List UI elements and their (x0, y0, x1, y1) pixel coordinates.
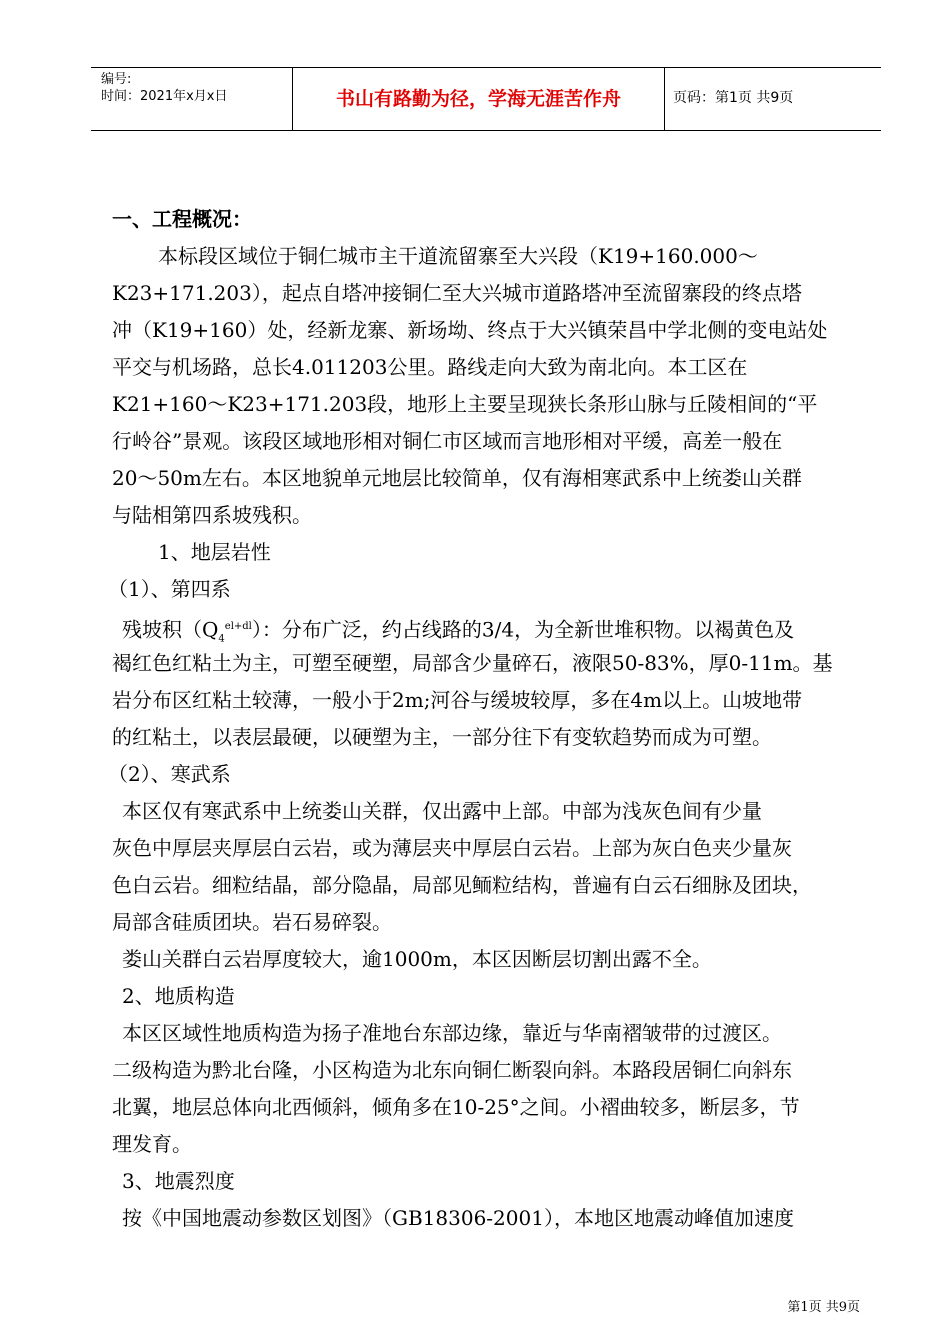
paragraph-line: 按《中国地震动参数区划图》（GB18306-2001），本地区地震动峰值加速度 (122, 1206, 794, 1230)
symbol-subscript: 4 (218, 633, 225, 645)
paragraph-line: 理发育。 (112, 1132, 192, 1156)
paragraph-line: 与陆相第四系坡残积。 (112, 503, 312, 527)
paragraph-line: K21+160～K23+171.203段，地形上主要呈现狭长条形山脉与丘陵相间的“平 (112, 392, 818, 416)
subsection-heading: （1）、第四系 (108, 577, 231, 601)
paragraph-line: 的红粘土，以表层最硬，以硬塑为主，一部分往下有变软趋势而成为可塑。 (112, 725, 772, 749)
paragraph-prefix: 残坡积（Q (122, 617, 219, 642)
subsection-heading: （2）、寒武系 (108, 762, 231, 786)
header-page-cell (665, 68, 881, 130)
subsection-heading: 1、地层岩性 (158, 540, 271, 564)
paragraph-line: 北翼，地层总体向北西倾斜，倾角多在10-25°之间。小褶曲较多，断层多，节 (112, 1095, 800, 1119)
paragraph-line: 本标段区域位于铜仁城市主干道流留寨至大兴段（K19+160.000～ (158, 244, 758, 268)
doc-date-label: 时间：2021年x月x日 (101, 89, 228, 104)
document-body (108, 201, 882, 1237)
paragraph-line: 娄山关群白云岩厚度较大，逾1000m，本区因断层切割出露不全。 (122, 947, 712, 971)
subsection-heading: 2、地质构造 (122, 984, 235, 1008)
header-meta-cell (91, 68, 293, 130)
paragraph-line: 本区区域性地质构造为扬子准地台东部边缘，靠近与华南褶皱带的过渡区。 (122, 1021, 782, 1045)
paragraph-line: 灰色中厚层夹厚层白云岩，或为薄层夹中厚层白云岩。上部为灰白色夹少量灰 (112, 836, 792, 860)
header-page-label: 页码：第1页 共9页 (673, 90, 794, 106)
section-title: 一、工程概况： (112, 207, 252, 231)
paragraph-line: 平交与机场路，总长4.011203公里。路线走向大致为南北向。本工区在 (112, 355, 748, 379)
paragraph-line-with-symbol (112, 608, 882, 645)
subsection-heading: 3、地震烈度 (122, 1169, 235, 1193)
paragraph-line: 冲（K19+160）处，经新龙寨、新场坳、终点于大兴镇荣昌中学北侧的变电站处 (112, 318, 828, 342)
header-motto: 书山有路勤为径，学海无涯苦作舟 (335, 88, 621, 110)
doc-number-label: 编号: (101, 72, 132, 87)
paragraph-line: 局部含硅质团块。岩石易碎裂。 (112, 910, 392, 934)
paragraph-line: 本区仅有寒武系中上统娄山关群，仅出露中上部。中部为浅灰色间有少量 (122, 799, 762, 823)
paragraph-line: 行岭谷”景观。该段区域地形相对铜仁市区域而言地形相对平缓，高差一般在 (112, 429, 783, 453)
paragraph-rest: ）：分布广泛，约占线路的3/4，为全新世堆积物。以褐黄色及 (251, 617, 795, 642)
header-table (91, 67, 881, 131)
header-motto-cell (293, 68, 665, 130)
paragraph-line: K23+171.203），起点自塔冲接铜仁至大兴城市道路塔冲至流留寨段的终点塔 (112, 281, 802, 305)
paragraph-line: 褐红色红粘土为主，可塑至硬塑，局部含少量碎石，液限50-83%，厚0-11m。基 (112, 651, 833, 675)
paragraph-line: 二级构造为黔北台隆，小区构造为北东向铜仁断裂向斜。本路段居铜仁向斜东 (112, 1058, 792, 1082)
page-footer: 第1页 共9页 (787, 1300, 860, 1315)
symbol-superscript: el+dl (224, 621, 252, 632)
paragraph-line: 20～50m左右。本区地貌单元地层比较简单，仅有海相寒武系中上统娄山关群 (112, 466, 802, 490)
paragraph-line: 色白云岩。细粒结晶，部分隐晶，局部见鲕粒结构，普遍有白云石细脉及团块， (112, 873, 812, 897)
paragraph-line: 岩分布区红粘土较薄，一般小于2m;河谷与缓坡较厚，多在4m以上。山坡地带 (112, 688, 803, 712)
